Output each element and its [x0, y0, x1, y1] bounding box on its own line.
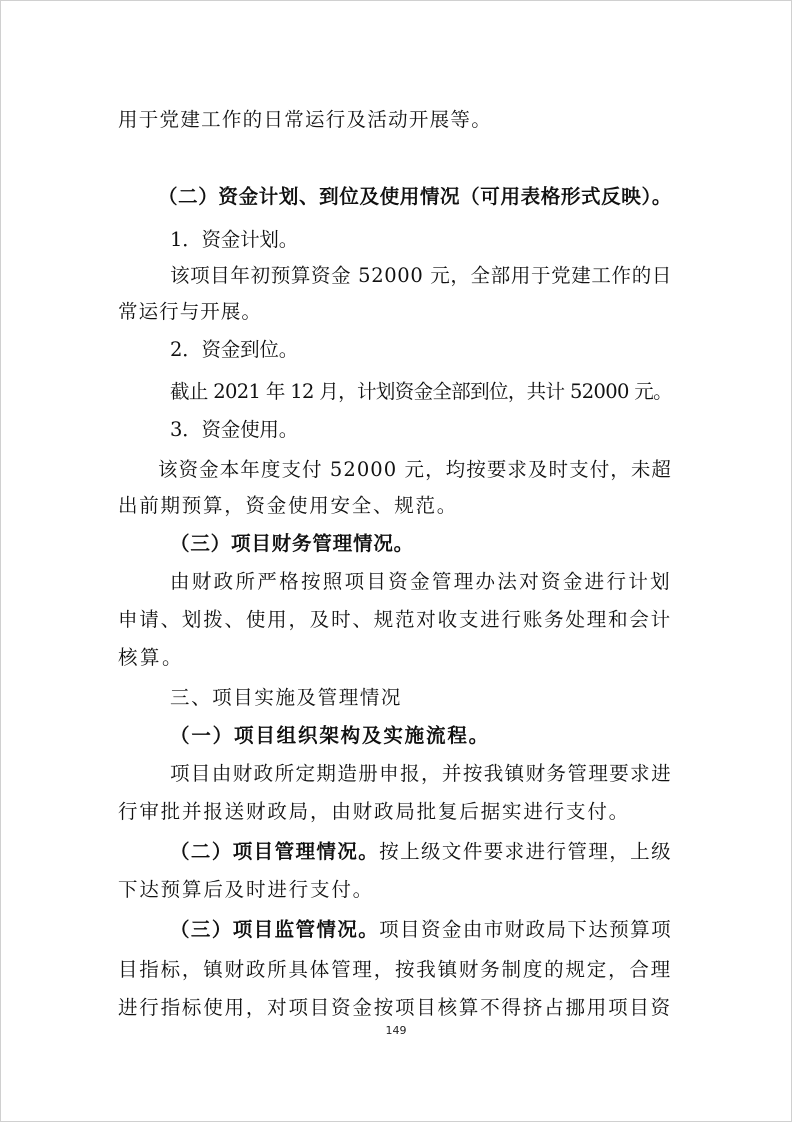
text-line [158, 183, 672, 211]
heading-text: （三）项目财务管理情况。 [170, 532, 414, 555]
text-line [118, 106, 492, 134]
body-text: 行审批并报送财政局，由财政局批复后据实进行支付。 [118, 800, 630, 823]
body-text: 常运行与开展。 [118, 300, 262, 323]
text-line [118, 798, 630, 826]
text-line [118, 876, 374, 904]
heading-text: （二）项目管理情况。 [170, 840, 380, 863]
text-line [170, 416, 298, 444]
body-text: 三、项目实施及管理情况 [170, 686, 402, 709]
text-line [170, 336, 298, 364]
body-text: 进行指标使用，对项目资金按项目核算不得挤占挪用项目资 [118, 996, 672, 1019]
text-line [170, 838, 672, 866]
text-line [170, 226, 298, 254]
text-line [118, 644, 184, 672]
body-text: 申请、划拨、使用，及时、规范对收支进行账务处理和会计 [118, 608, 672, 631]
heading-text: （三）项目监管情况。 [170, 918, 380, 941]
body-text: 3．资金使用。 [170, 418, 298, 441]
text-line [118, 994, 672, 1022]
body-text: 1．资金计划。 [170, 228, 298, 251]
text-line [118, 606, 672, 634]
body-text: 出前期预算，资金使用安全、规范。 [118, 494, 458, 517]
text-line [158, 456, 672, 484]
body-text: 用于党建工作的日常运行及活动开展等。 [118, 108, 492, 131]
body-text: 核算。 [118, 646, 184, 669]
body-text: 该资金本年度支付 52000 元，均按要求及时支付，未超 [158, 458, 672, 481]
page-number: 149 [385, 1024, 407, 1037]
body-text: 2．资金到位。 [170, 338, 298, 361]
body-text: 由财政所严格按照项目资金管理办法对资金进行计划 [170, 570, 672, 593]
text-line [118, 298, 262, 326]
text-line [170, 568, 672, 596]
heading-text: （二）资金计划、到位及使用情况（可用表格形式反映）。 [158, 185, 672, 208]
body-text: 截止 2021 年 12 月，计划资金全部到位，共计 52000 元。 [170, 380, 672, 403]
body-text: 下达预算后及时进行支付。 [118, 878, 374, 901]
text-line [118, 492, 458, 520]
text-line [170, 378, 672, 406]
body-text: 该项目年初预算资金 52000 元，全部用于党建工作的日 [170, 264, 672, 287]
text-line [170, 262, 672, 290]
body-text: 目指标，镇财政所具体管理，按我镇财务制度的规定，合理 [118, 958, 672, 981]
text-line [170, 760, 672, 788]
heading-text: （一）项目组织架构及实施流程。 [170, 724, 490, 747]
text-line [170, 916, 672, 944]
text-line [170, 530, 414, 558]
text-line [118, 956, 672, 984]
text-line [170, 684, 402, 712]
body-text: 按上级文件要求进行管理，上级 [379, 840, 672, 863]
body-text: 项目由财政所定期造册申报，并按我镇财务管理要求进 [170, 762, 672, 785]
text-line [170, 722, 490, 750]
body-text: 项目资金由市财政局下达预算项 [379, 918, 672, 941]
